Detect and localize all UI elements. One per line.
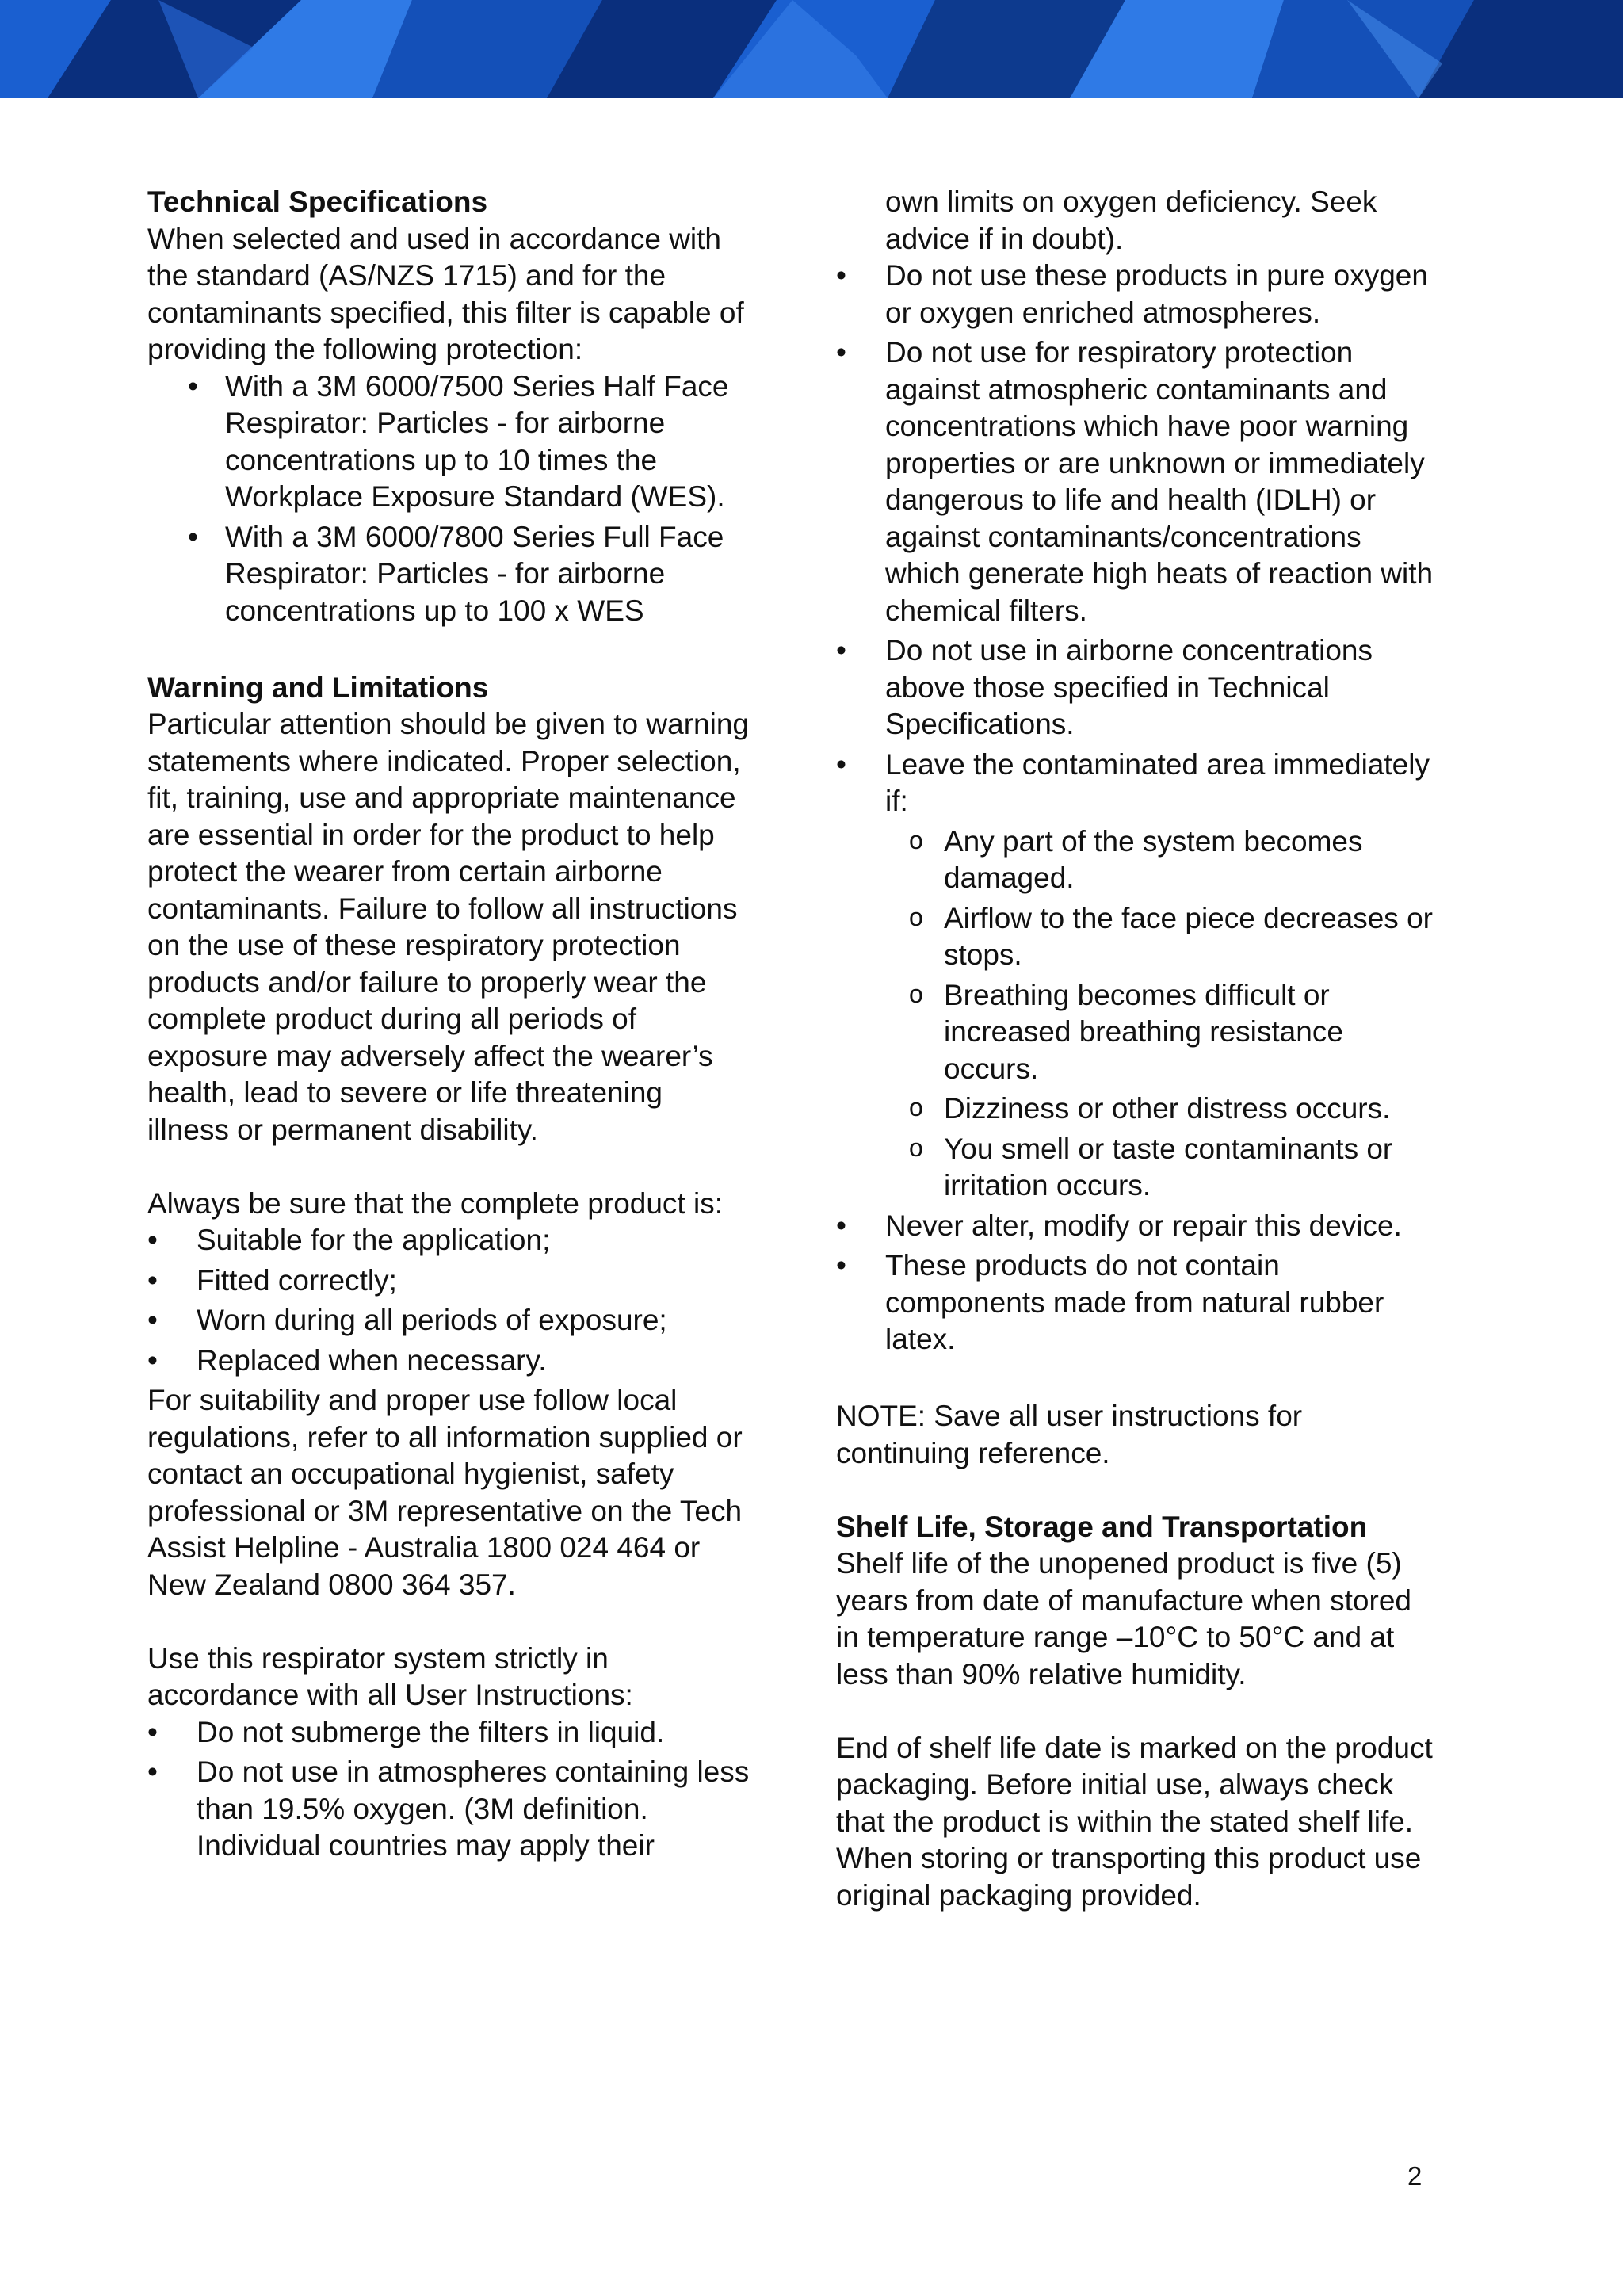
page-number: 2 — [1407, 2161, 1423, 2191]
list-item — [836, 747, 1438, 820]
right-column — [836, 184, 1438, 1914]
list-item: • Do not use in atmospheres containing less than 19.5% oxygen. (3M definition. Individual countries may apply their — [147, 1754, 750, 1865]
technical-specifications-intro: When selected and used in accordance with the standard (AS/NZS 1715) and for the contaminants specified, this filter is capable of providing the following protection: — [147, 222, 744, 365]
list-item: • With a 3M 6000/7500 Series Half Face Respirator: Particles - for airborne concentrations up to 10 times the Workplace Exposure Standard (WES). — [147, 369, 750, 516]
list-item: • Do not submerge the filters in liquid. — [147, 1714, 750, 1752]
item-text: Do not use in airborne concentrations above those specified in — [885, 634, 1373, 704]
leave-conditions-list — [871, 823, 1438, 1205]
list-item: o Dizziness or other distress occurs. — [871, 1091, 1438, 1128]
left-column — [147, 184, 750, 1868]
use-intro: Use this respirator system strictly in accordance with all User Instructions: — [147, 1641, 633, 1711]
warning-heading: Warning and Limitations — [147, 670, 489, 704]
technical-specifications-reference: Technical Specifications — [885, 670, 1330, 740]
list-item: • Do not use these products in pure oxygen or oxygen enriched atmospheres. — [836, 258, 1438, 331]
leave-intro: Leave the contaminated area immediately if: — [885, 747, 1430, 817]
list-item: • These products do not contain components made from natural rubber latex. — [836, 1247, 1438, 1358]
additional-list — [836, 1208, 1438, 1358]
always-intro: Always be sure that the complete product is: — [147, 1186, 723, 1220]
shelf-life-paragraph: Shelf life of the unopened product is five (5) years from date of manufacture when stored in temperature range –10°C to 50°C and at less than 90% relative humidity. — [836, 1547, 1411, 1690]
item-text: . — [1066, 708, 1075, 740]
list-item: • Fitted correctly; — [147, 1263, 750, 1300]
always-list — [147, 1222, 750, 1379]
continued-text: own limits on oxygen deficiency. Seek advice if in doubt). — [885, 185, 1377, 255]
list-item: • Never alter, modify or repair this device. — [836, 1208, 1438, 1245]
note-paragraph — [836, 1398, 1438, 1472]
list-item: • Suitable for the application; — [147, 1222, 750, 1259]
technical-specifications-heading: Technical Specifications — [147, 185, 488, 218]
list-item: • Do not use for respiratory protection against atmospheric contaminants and concentrations which have poor warning properties or are unknown or immediately dangerous to life and health (IDLH) or against contaminants/concentrations which generate high heats of reaction with chemical filters. — [836, 334, 1438, 629]
use-list — [147, 1714, 750, 1865]
banner-graphic — [0, 0, 1623, 98]
list-item: o Any part of the system becomes damaged. — [871, 823, 1438, 897]
technical-specifications-list — [147, 369, 750, 630]
list-item: o Breathing becomes difficult or increased breathing resistance occurs. — [871, 977, 1438, 1088]
list-item: • With a 3M 6000/7800 Series Full Face Respirator: Particles - for airborne concentrations up to 100 x WES — [147, 519, 750, 630]
list-item: o Airflow to the face piece decreases or stops. — [871, 900, 1438, 974]
list-item: • Replaced when necessary. — [147, 1343, 750, 1380]
note-text: : Save all user instructions for continuing reference. — [836, 1400, 1303, 1469]
list-item — [836, 632, 1438, 743]
list-item: o You smell or taste contaminants or irritation occurs. — [871, 1131, 1438, 1205]
header-banner — [0, 0, 1623, 98]
note-label: NOTE — [836, 1400, 918, 1432]
list-item: • Worn during all periods of exposure; — [147, 1302, 750, 1339]
shelf-life-heading: Shelf Life, Storage and Transportation — [836, 1510, 1368, 1543]
warning-paragraph: Particular attention should be given to warning statements where indicated. Proper selection, fit, training, use and appropriate maintenance are essential in order for the product to help protect the wearer from certain airborne contaminants. Failure to follow all instructions on the use of these respiratory protection products and/or failure to properly wear the complete product during all periods of exposure may adversely affect the wearer’s health, lead to severe or life threatening illness or permanent disability. — [147, 708, 749, 1146]
suitability-paragraph: For suitability and proper use follow local regulations, refer to all information supplied or contact an occupational hygienist, safety professional or 3M representative on the Tech Assist Helpline - Australia 1800 024 464 or New Zealand 0800 364 357. — [147, 1384, 743, 1601]
restrictions-list — [836, 258, 1438, 820]
end-of-shelf-life-paragraph: End of shelf life date is marked on the product packaging. Before initial use, always check that the product is within the stated shelf life. When storing or transporting this product use original packaging provided. — [836, 1731, 1433, 1912]
